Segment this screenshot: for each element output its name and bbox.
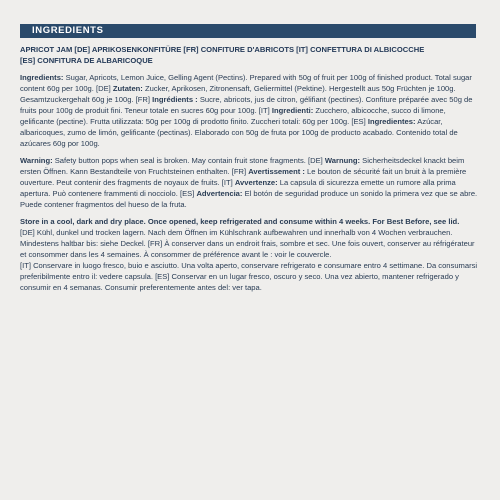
warning-fr-text: Le bouton de sécurité fait un bruit à la première ouverture. Peut contenir des fragments de noyaux de fruits. [IT] xyxy=(20,167,467,187)
warning-it-label: Avvertenze: xyxy=(234,178,278,187)
warning-block xyxy=(20,155,478,210)
product-name-line-1: APRICOT JAM [DE] APRIKOSENKONFITÜRE [FR] CONFITURE D'ABRICOTS [IT] CONFETTURA DI ALBICOCCHE xyxy=(20,45,425,54)
ingredients-it-text: Zucchero, albicocche, succo di limone, gelificante (pectine). Frutta utilizzata: 50g per 100g di prodotto finito. Zuccheri totali: 60g per 100g. [ES] xyxy=(20,106,446,126)
warning-de-label: Warnung: xyxy=(324,156,361,165)
ingredients-header-bar xyxy=(20,24,476,38)
label-content xyxy=(20,44,478,299)
ingredients-it-label: Ingredienti: xyxy=(271,106,314,115)
warning-es-text: El botón de seguridad produce un sonido la primera vez que se abre. Puede contener fragmentos del hueso de la fruta. xyxy=(20,189,478,209)
warning-en-label: Warning: xyxy=(20,156,53,165)
warning-it-text: La capsula di sicurezza emette un rumore alla prima apertura. Può contenere frammenti di nocciolo. [ES] xyxy=(20,178,456,198)
ingredients-header-title: INGREDIENTS xyxy=(32,25,104,36)
storage-de-fr-text: [DE] Kühl, dunkel und trocken lagern. Nach dem Öffnen im Kühlschrank aufbewahren und innerhalb von 4 Wochen verbrauchen. Mindestens haltbar bis: siehe Deckel. [FR] À conserver dans un endroit frais, sombre et sec. Une fois ouvert, conserver au réfrigérateur et consommer dans les 4 semaines. À consommer de préférence avant le : voir le couvercle. xyxy=(20,228,475,259)
ingredients-en-text: Sugar, Apricots, Lemon Juice, Gelling Agent (Pectins). Prepared with 50g of fruit per 100g of finished product. Total sugar content 60g per 100g. [DE] xyxy=(20,73,472,93)
product-name xyxy=(20,44,478,66)
ingredients-es-text: Azúcar, albaricoques, zumo de limón, gelificante (pectinas). Elaborado con 50g de fruta por 100g de producto acabado. Contenido total de azúcares 60g por 100g. xyxy=(20,117,458,148)
warning-de-text: Sicherheitsdeckel knackt beim ersten Öffnen. Kann Bestandteile von Fruchtsteinen enthalten. [FR] xyxy=(20,156,465,176)
ingredients-en-label: Ingredients: xyxy=(20,73,64,82)
ingredients-de-label: Zutaten: xyxy=(112,84,143,93)
storage-block xyxy=(20,216,478,293)
warning-es-label: Advertencia: xyxy=(196,189,243,198)
storage-it-es-text: [IT] Conservare in luogo fresco, buio e asciutto. Una volta aperto, conservare refrigerato e consumare entro 4 settimane. Da consumarsi preferibilmente entro il: vedere capsula. [ES] Conservar en un lugar fresco, oscuro y seco. Una vez abierto, mantener refrigerado y consumir en 4 semanas. Consumir preferentemente antes del: ver tapa. xyxy=(20,261,478,292)
ingredients-fr-text: Sucre, abricots, jus de citron, gélifiant (pectines). Confiture préparée avec 50g de fruits pour 100g de produit fini. Teneur totale en sucres 60g pour 100g. [IT] xyxy=(20,95,473,115)
product-name-line-2: [ES] CONFITURA DE ALBARICOQUE xyxy=(20,56,153,65)
ingredients-block xyxy=(20,72,478,149)
warning-fr-label: Avertissement : xyxy=(248,167,305,176)
ingredients-de-text: Zucker, Aprikosen, Zitronensaft, Geliermittel (Pektine). Hergestellt aus 50g Früchten je 100g. Gesamtzuckergehalt 60g je 100g. [FR] xyxy=(20,84,456,104)
ingredients-fr-label: Ingrédients : xyxy=(152,95,198,104)
storage-en-text: Store in a cool, dark and dry place. Once opened, keep refrigerated and consume within 4 weeks. For Best Before, see lid. xyxy=(20,217,460,226)
ingredients-es-label: Ingredientes: xyxy=(367,117,416,126)
warning-en-text: Safety button pops when seal is broken. May contain fruit stone fragments. [DE] xyxy=(52,156,325,165)
